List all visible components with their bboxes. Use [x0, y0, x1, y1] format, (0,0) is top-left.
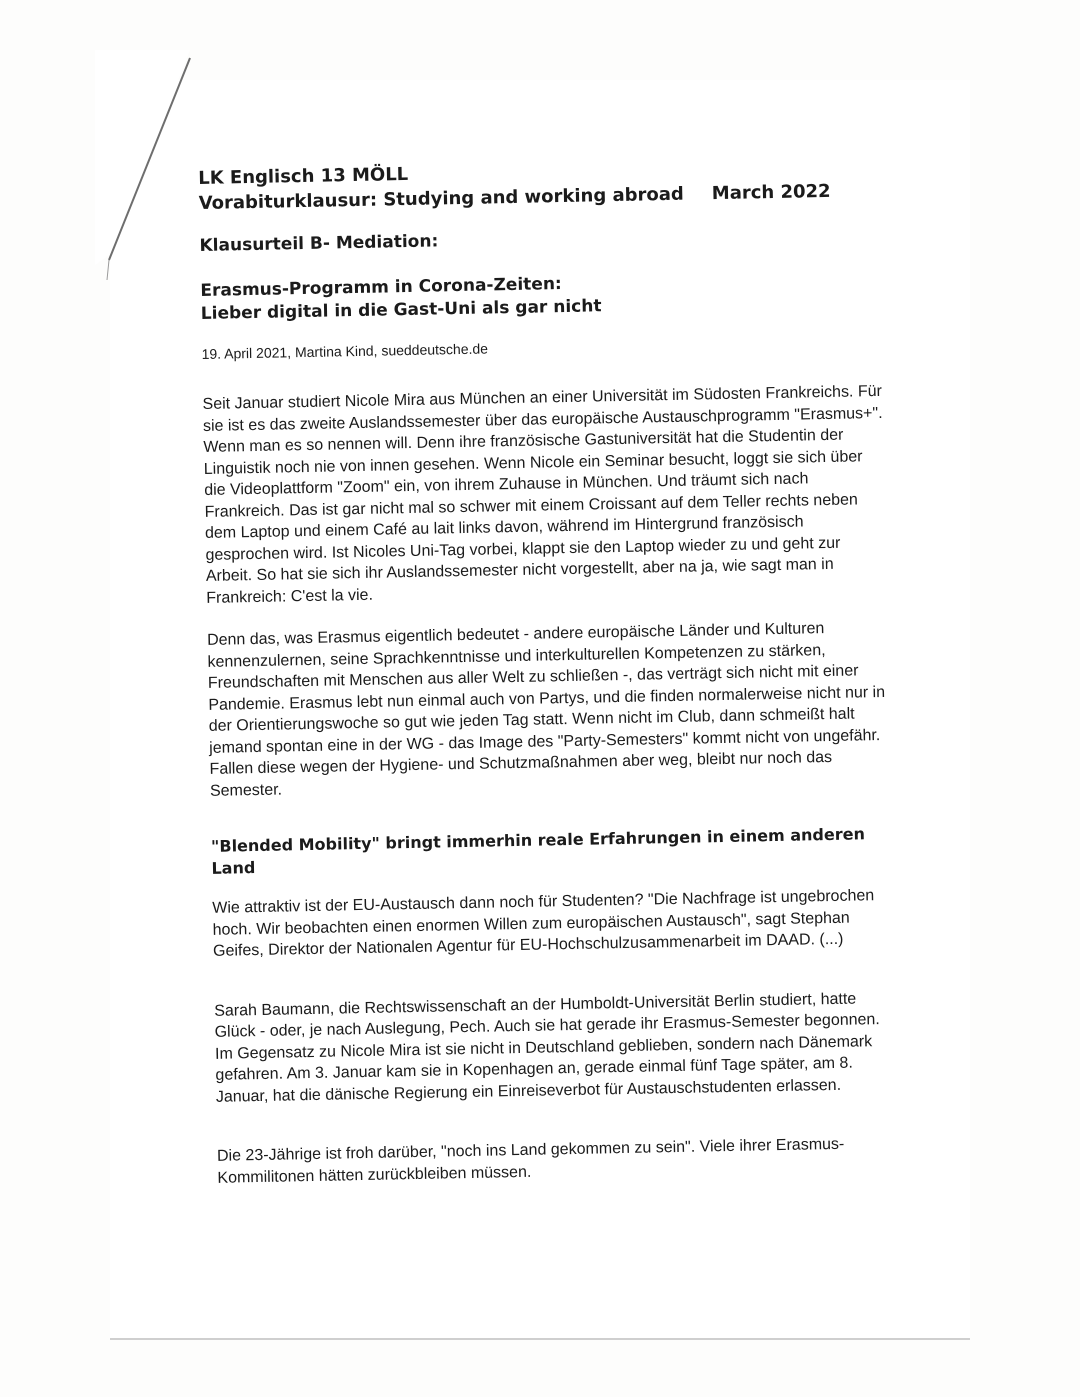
exam-title: Vorabiturklausur: Studying and working abroad	[198, 183, 685, 214]
paragraph-4: Sarah Baumann, die Rechtswissenschaft an der Humboldt-Universität Berlin studiert, hatte Glück - oder, je nach Auslegung, Pech. Auch sie hat gerade ihr Erasmus-Semester begonnen. Im Gegensatz zu Nicole Mira ist sie nicht in Deutschland geblieben, sondern nach Dänemark gefahren. Am 3. Januar kam sie in Kopenhagen an, gerade einmal fünf Tage später, am 8. Januar, hat die dänische Regierung ein Einreiseverbot für Austauschstudenten erlassen.	[214, 990, 880, 1106]
course-title: LK Englisch 13 MÖLL	[198, 163, 409, 189]
folded-corner-icon	[95, 50, 205, 280]
subheading: "Blended Mobility" bringt immerhin reale Erfahrungen in einem anderen Land	[210, 824, 866, 878]
paragraph-2: Denn das, was Erasmus eigentlich bedeutet - andere europäische Länder und Kulturen kennenzulernen, seine Sprachkenntnisse und interkulturellen Kompetenzen zu stärken, Freundschaften mit Menschen aus aller Welt zu schließen -, das verträgt sich nicht mit einer Pandemie. Erasmus lebt nun einmal auch von Partys, und die finden normalerweise nicht nur in der Orientierungswoche so gut wie jeden Tag statt. Wenn nicht im Club, dann schmeißt halt jemand spontan eine in der WG - das Image des "Party-Semesters" kommt nicht von ungefähr. Fallen diese wegen der Hygiene- und Schutzmaßnahmen aber weg, bleibt nur noch das Semester.	[206, 620, 886, 800]
article-title-line-1: Erasmus-Programm in Corona-Zeiten:	[200, 274, 562, 301]
article-title	[200, 267, 881, 326]
article-byline: 19. April 2021, Martina Kind, sueddeutsche.de	[201, 340, 489, 362]
exam-date: March 2022	[711, 180, 831, 205]
article-title-line-2: Lieber digital in die Gast-Uni als gar nicht	[200, 296, 602, 324]
document-content	[198, 153, 898, 1189]
paragraph-5: Die 23-Jährige ist froh darüber, "noch ins Land gekommen zu sein". Viele ihrer Erasmus-Kommilitonen hätten zurückbleiben müssen.	[216, 1135, 845, 1187]
paragraph-3: Wie attraktiv ist der EU-Austausch dann noch für Studenten? "Die Nachfrage ist ungebrochen hoch. Wir beobachten einen enormen Willen zum europäischen Austausch", sagt Stephan Geifes, Direktor der Nationalen Agentur für EU-Hochschulzusammenarbeit im DAAD. (...)	[212, 887, 875, 960]
paragraph-1: Seit Januar studiert Nicole Mira aus München an einer Universität im Südosten Frankreichs. Für sie ist es das zweite Auslandssemester über das europäische Austauschprogramm "Erasmus+". Wenn man es so nennen will. Denn ihre französische Gastuniversität hat die Studentin der Linguistik noch nie von innen gesehen. Wenn Nicole ein Seminar besucht, loggt sie sich über die Videoplattform "Zoom" ein, von ihrem Zuhause in München. Und träumt sich nach Frankreich. Das ist gar nicht mal so schwer mit einem Croissant auf dem Teller rechts neben dem Laptop und einem Café au lait links davon, während im Hintergrund französisch gesprochen wird. Ist Nicoles Uni-Tag vorbei, klappt sie den Laptop wieder zu und geht zur Arbeit. So hat sie sich ihr Auslandssemester nicht vorgestellt, aber na ja, wie sagt man in Frankreich: C'est la vie.	[202, 382, 883, 607]
section-title: Klausurteil B- Mediation:	[199, 231, 439, 256]
